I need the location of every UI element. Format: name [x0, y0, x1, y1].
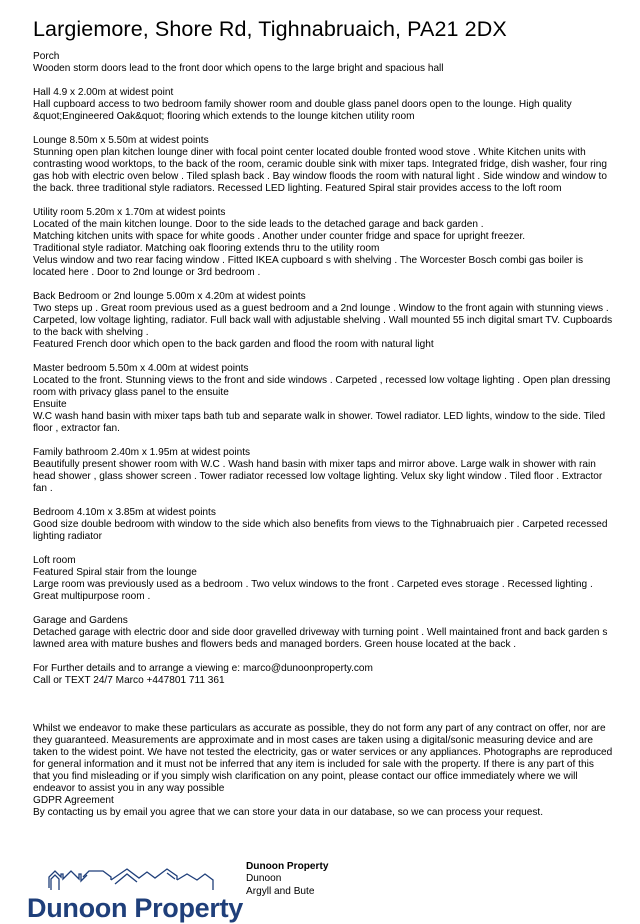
section-text: Good size double bedroom with window to the side which also benefits from views to the Tighnabruaich pier . Carpeted recessed lighting radiator [33, 519, 608, 542]
section-text: Hall cupboard access to two bedroom family shower room and double glass panel doors open to the lounge. High quality &quot;Engineered Oak&quot; flooring which extends to the lounge kitchen utility room [33, 99, 572, 122]
section-family-bathroom [33, 447, 613, 495]
section-heading: Utility room 5.20m x 1.70m at widest points [33, 207, 226, 218]
section-heading: Porch [33, 51, 60, 62]
section-text: Traditional style radiator. Matching oak flooring extends thru to the utility room [33, 243, 380, 254]
company-town: Dunoon [246, 873, 282, 885]
section-subheading: Ensuite [33, 399, 67, 410]
section-text: Located of the main kitchen lounge. Door to the side leads to the detached garage and back garden . [33, 219, 484, 230]
section-heading: Garage and Gardens [33, 615, 128, 626]
page-title: Largiemore, Shore Rd, Tighnabruaich, PA21 2DX [33, 17, 507, 41]
section-master-bedroom [33, 363, 613, 435]
section-text: Large room was previously used as a bedroom . Two velux windows to the front . Carpeted eves storage . Recessed lighting . Great multipurpose room . [33, 579, 593, 602]
section-text: Matching kitchen units with space for white goods . Another under counter fridge and space for upright freezer. [33, 231, 526, 242]
document-body [33, 51, 613, 819]
section-heading: Family bathroom 2.40m x 1.95m at widest points [33, 447, 251, 458]
contact-email-line: For Further details and to arrange a viewing e: marco@dunoonproperty.com [33, 663, 373, 674]
company-region: Argyll and Bute [246, 885, 315, 897]
section-contact [33, 663, 613, 687]
company-logo [27, 866, 243, 923]
gdpr-heading: GDPR Agreement [33, 795, 114, 806]
disclaimer-text: Whilst we endeavor to make these particulars as accurate as possible, they do not form any part of any contract on offer, nor are they guaranteed. Measurements are approximate and in most cases are taken using a digital/sonic measuring device and are taken to the widest point. We have not tested the electricity, gas or water services or any appliances. Photographs are reproduced for general information and it must not be inferred that any item is included for sale with the property. If there is any part of this that you find misleading or if you simply wish clarification on any point, please contact our office immediately where we will endeavor to assist you in any way possible [33, 723, 613, 794]
section-hall [33, 87, 613, 123]
section-garage-gardens [33, 615, 613, 651]
section-text: W.C wash hand basin with mixer taps bath tub and separate walk in shower. Towel radiator. LED lights, window to the side. Tiled floor , extractor fan. [33, 411, 606, 434]
section-lounge [33, 135, 613, 195]
section-heading: Loft room [33, 555, 76, 566]
section-heading: Hall 4.9 x 2.00m at widest point [33, 87, 174, 98]
section-text: Detached garage with electric door and side door gravelled driveway with turning point . Well maintained front and back garden s lawned area with mature bushes and flowers beds and managed borders. Green house located at the back . [33, 627, 608, 650]
section-utility-room [33, 207, 613, 279]
contact-phone-line: Call or TEXT 24/7 Marco +447801 711 361 [33, 675, 225, 686]
section-text: Featured French door which open to the back garden and flood the room with natural light [33, 339, 434, 350]
section-bedroom [33, 507, 613, 543]
section-heading: Back Bedroom or 2nd lounge 5.00m x 4.20m at widest points [33, 291, 306, 302]
section-heading: Master bedroom 5.50m x 4.00m at widest points [33, 363, 249, 374]
section-text: Stunning open plan kitchen lounge diner with focal point center located double fronted wood stove . White Kitchen units with contrasting wood worktops, to the back of the room, ceramic double sink with mixer taps. Integrated fridge, dish washer, four ring gas hob with electric oven below . Tiled splash back . Bay window floods the room with natural light . Side window and window to the back. three traditional style radiators. Recessed LED lighting. Featured Spiral stair provides access to the loft room [33, 147, 607, 194]
section-heading: Lounge 8.50m x 5.50m at widest points [33, 135, 209, 146]
section-text: Beautifully present shower room with W.C . Wash hand basin with mixer taps and mirror above. Large walk in shower with rain head shower , glass shower screen . Tower radiator recessed low voltage lighting. Velux sky light window . Tiled floor . Extractor fan . [33, 459, 603, 494]
footer [27, 852, 640, 923]
company-details [246, 861, 328, 898]
disclaimer [33, 723, 613, 819]
section-back-bedroom [33, 291, 613, 351]
logo-text: Dunoon Property [27, 893, 243, 923]
gdpr-text: By contacting us by email you agree that we can store your data in our database, so we can process your request. [33, 807, 544, 818]
section-heading: Bedroom 4.10m x 3.85m at widest points [33, 507, 216, 518]
section-text: Two steps up . Great room previous used as a guest bedroom and a 2nd lounge . Window to the front again with stunning views . Carpeted, low voltage lighting, radiator. Full back wall with adjustable shelving . Wall mounted 55 inch digital smart TV. Cupboards to the back with shelving . [33, 303, 613, 338]
section-text: Wooden storm doors lead to the front door which opens to the large bright and spacious hall [33, 63, 444, 74]
section-text: Velus window and two rear facing window . Fitted IKEA cupboard s with shelving . The Worcester Bosch combi gas boiler is located here . Door to 2nd lounge or 3rd bedroom . [33, 255, 584, 278]
section-porch [33, 51, 613, 75]
section-loft-room [33, 555, 613, 603]
section-text: Located to the front. Stunning views to the front and side windows . Carpeted , recessed low voltage lighting . Open plan dressing room with privacy glass panel to the ensuite [33, 375, 611, 398]
section-text: Featured Spiral stair from the lounge [33, 567, 197, 578]
company-name: Dunoon Property [246, 861, 329, 872]
